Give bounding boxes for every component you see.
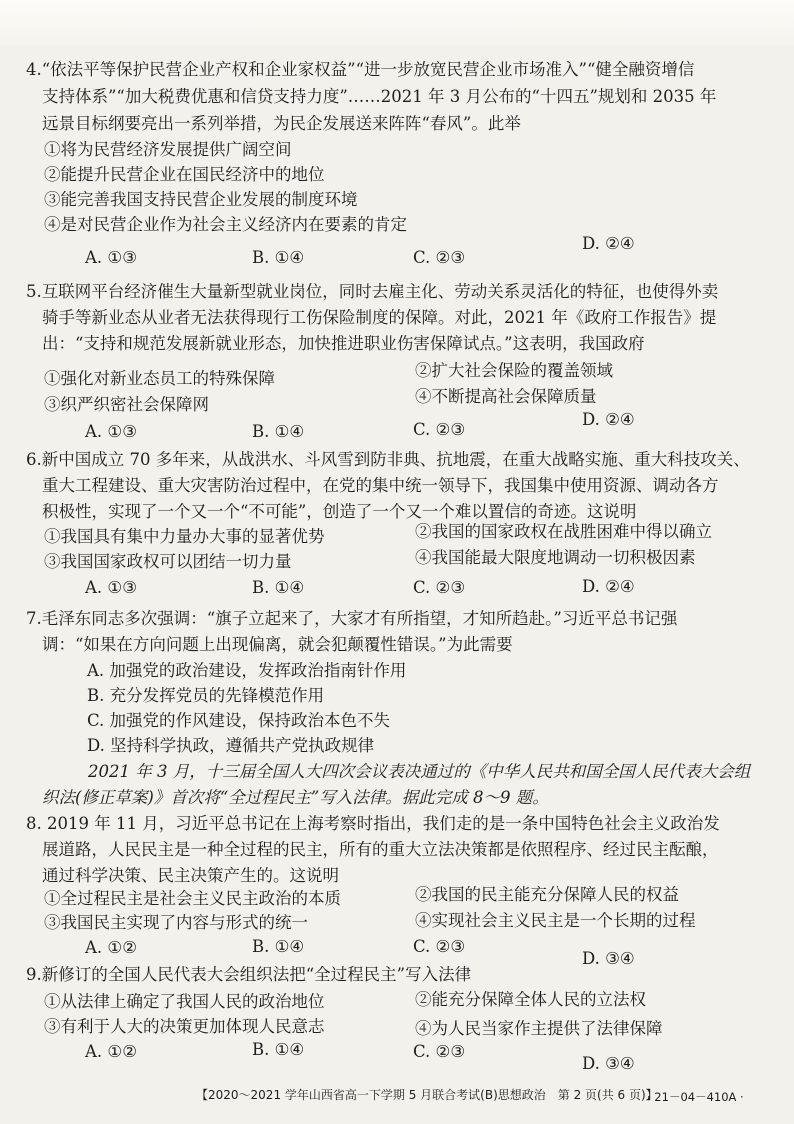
q5-item: ①强化对新业态员工的特殊保障 [44, 369, 275, 388]
q9-item: ①从法律上确定了我国人民的政治地位 [44, 992, 325, 1011]
q9-item: ④为人民当家作主提供了法律保障 [415, 1019, 663, 1038]
q4-choice-d: D. ②④ [582, 234, 635, 253]
q5-choice-a: A. ①③ [85, 422, 137, 441]
q5-choice-c: C. ②③ [413, 420, 466, 439]
q5-item: ④不断提高社会保障质量 [415, 387, 597, 406]
q7-stem-line: 调：“如果在方向问题上出现偏离，就会犯颠覆性错误。”为此需要 [42, 635, 513, 654]
q8-item: ①全过程民主是社会主义民主政治的本质 [44, 889, 341, 908]
q4-choice-b: B. ①④ [252, 248, 305, 267]
q5-stem-line: 5.互联网平台经济催生大量新型就业岗位，同时去雇主化、劳动关系灵活化的特征，也使得外卖 [26, 282, 719, 301]
q6-choice-c: C. ②③ [413, 578, 466, 597]
q6-item: ④我国能最大限度地调动一切积极因素 [415, 548, 696, 567]
q9-choice-b: B. ①④ [252, 1040, 305, 1059]
q6-item: ②我国的国家政权在战胜困难中得以确立 [415, 522, 712, 541]
q6-item: ③我国国家政权可以团结一切力量 [44, 552, 292, 571]
q8-choice-d: D. ③④ [582, 949, 635, 968]
q5-stem-line: 出：“支持和规范发展新就业形态，加快推进职业伤害保障试点。”这表明，我国政府 [42, 334, 645, 353]
q7-choice-b: B. 充分发挥党员的先锋模范作用 [87, 686, 325, 705]
q5-item: ③织严织密社会保障网 [44, 395, 209, 414]
q4-stem-line: 远景目标纲要亮出一系列举措，为民企发展送来阵阵“春风”。此举 [42, 114, 521, 133]
q6-stem-line: 积极性，实现了一个又一个“不可能”，创造了一个又一个难以置信的奇迹。这说明 [42, 502, 637, 521]
q4-item: ②能提升民营企业在国民经济中的地位 [44, 165, 325, 184]
material-line: 织法(修正草案)》首次将“全过程民主”写入法律。据此完成 8～9 题。 [42, 788, 549, 807]
q9-stem-line: 9.新修订的全国人民代表大会组织法把“全过程民主”写入法律 [26, 965, 472, 984]
q8-stem-line: 通过科学决策、民主决策产生的。这说明 [42, 866, 339, 885]
material-line: 2021 年 3 月，十三届全国人大四次会议表决通过的《中华人民共和国全国人民代表大会组 [88, 762, 751, 781]
q9-choice-c: C. ②③ [413, 1042, 466, 1061]
q7-stem-line: 7.毛泽东同志多次强调：“旗子立起来了，大家才有所指望，才知所趋赴。”习近平总书记强 [26, 609, 678, 628]
q5-item: ②扩大社会保险的覆盖领域 [415, 361, 613, 380]
q6-choice-b: B. ①④ [252, 578, 305, 597]
q7-choice-a: A. 加强党的政治建设，发挥政治指南针作用 [87, 661, 407, 680]
q8-item: ④实现社会主义民主是一个长期的过程 [415, 911, 696, 930]
q9-item: ②能充分保障全体人民的立法权 [415, 990, 646, 1009]
q8-choice-a: A. ①② [85, 938, 137, 957]
q4-choice-c: C. ②③ [413, 248, 466, 267]
q4-choice-a: A. ①③ [85, 248, 137, 267]
exam-code: · 21－04－410A · [647, 1090, 744, 1104]
page-footer: 【2020～2021 学年山西省高一下学期 5 月联合考试(B)思想政治 第 2 页(共 6 页)】 [196, 1088, 658, 1102]
q7-choice-c: C. 加强党的作风建设，保持政治本色不失 [87, 711, 391, 730]
scan-top-edge [0, 0, 794, 46]
q7-choice-d: D. 坚持科学执政，遵循共产党执政规律 [87, 736, 375, 755]
q4-item: ③能完善我国支持民营企业发展的制度环境 [44, 190, 358, 209]
q6-stem-line: 重大工程建设、重大灾害防治过程中，在党的集中统一领导下，我国集中使用资源、调动各方 [42, 476, 719, 495]
q6-choice-d: D. ②④ [582, 577, 635, 596]
q6-choice-a: A. ①③ [85, 578, 137, 597]
q5-stem-line: 骑手等新业态从业者无法获得现行工伤保险制度的保障。对此，2021 年《政府工作报告》提 [42, 308, 717, 327]
q8-item: ③我国民主实现了内容与形式的统一 [44, 913, 308, 932]
q5-choice-d: D. ②④ [582, 410, 635, 429]
q4-stem-line: 4.“依法平等保护民营企业产权和企业家权益”“进一步放宽民营企业市场准入”“健全融资增信 [26, 60, 695, 79]
q4-stem-line: 支持体系”“加大税费优惠和信贷支持力度”……2021 年 3 月公布的“十四五”规划和 2035 年 [42, 87, 717, 106]
q4-item: ④是对民营企业作为社会主义经济内在要素的肯定 [44, 215, 407, 234]
q6-stem-line: 6.新中国成立 70 多年来，从战洪水、斗风雪到防非典、抗地震，在重大战略实施、重大科技攻关、 [26, 450, 750, 469]
q8-choice-c: C. ②③ [413, 937, 466, 956]
q8-stem-line: 展道路，人民民主是一种全过程的民主，所有的重大立法决策都是依照程序、经过民主酝酿， [42, 840, 719, 859]
q9-item: ③有利于人大的决策更加体现人民意志 [44, 1017, 325, 1036]
q6-item: ①我国具有集中力量办大事的显著优势 [44, 527, 325, 546]
q9-choice-d: D. ③④ [582, 1054, 635, 1073]
q8-choice-b: B. ①④ [252, 937, 305, 956]
q8-item: ②我国的民主能充分保障人民的权益 [415, 885, 679, 904]
q8-stem-line: 8. 2019 年 11 月，习近平总书记在上海考察时指出，我们走的是一条中国特色社会主义政治发 [26, 814, 720, 833]
q4-item: ①将为民营经济发展提供广阔空间 [44, 140, 292, 159]
q9-choice-a: A. ①② [85, 1042, 137, 1061]
q5-choice-b: B. ①④ [252, 422, 305, 441]
